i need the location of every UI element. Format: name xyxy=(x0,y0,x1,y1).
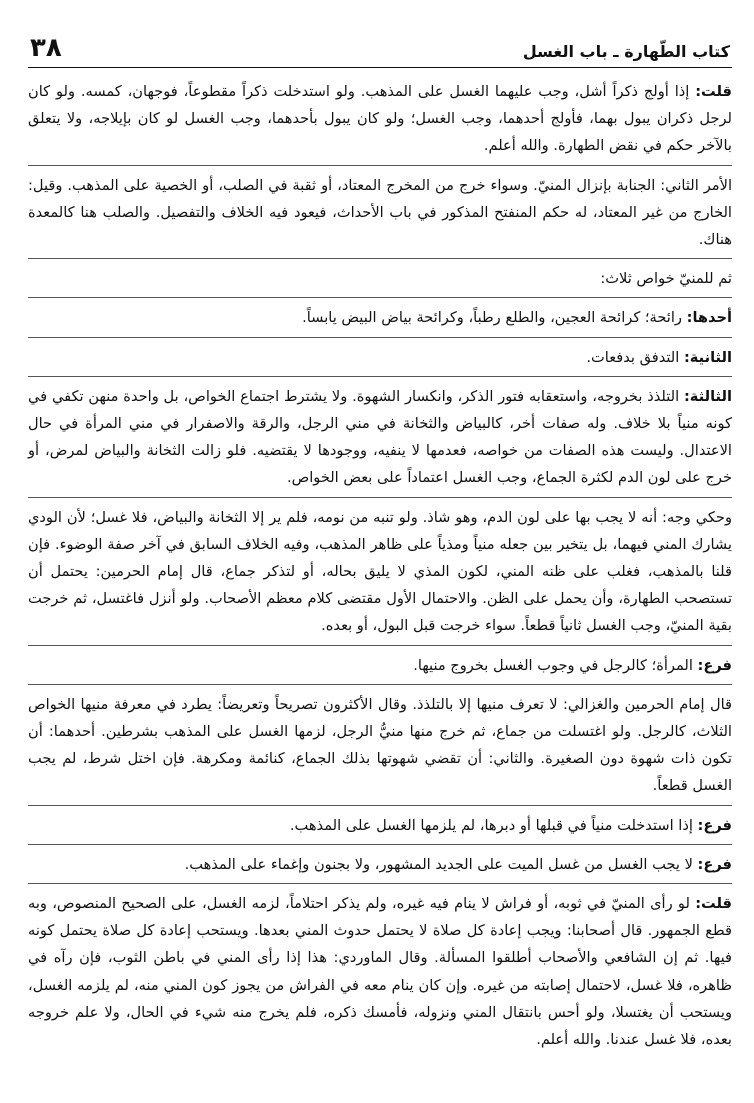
paragraph-lead: أحدها: xyxy=(686,309,732,327)
paragraph xyxy=(28,344,732,377)
paragraph-lead: فرع: xyxy=(697,656,732,674)
paragraph-text: التدفق بدفعات. xyxy=(586,348,684,366)
paragraph-lead: الثالثة: xyxy=(683,387,732,405)
paragraph xyxy=(28,78,732,166)
paragraph-text: ثم للمنيّ خواص ثلاث: xyxy=(600,270,732,288)
paragraph xyxy=(28,812,732,845)
paragraph-lead: قلت: xyxy=(695,83,732,100)
paragraph-text: الأمر الثاني: الجنابة بإنزال المنيّ. وسواء خرج من المخرج المعتاد، أو ثقبة في الصلب، أو الخصية على المذهب. وقيل: الخارج من غير المعتاد، له حكم المنفتح المذكور في باب الأحداث، فيعود فيه الخلاف والتفصيل. والصلب هنا كالمعدة هناك. xyxy=(28,176,732,249)
running-title: كتاب الطّهارة ـ باب الغسل xyxy=(522,42,730,61)
paragraph-lead: فرع: xyxy=(697,855,732,873)
paragraph xyxy=(28,890,732,1058)
paragraph xyxy=(28,504,732,646)
page-header xyxy=(28,26,732,68)
paragraph-lead: قلت: xyxy=(695,895,732,913)
paragraph xyxy=(28,265,732,298)
paragraph xyxy=(28,851,732,884)
paragraph-text: لا يجب الغسل من غسل الميت على الجديد المشهور، ولا بجنون وإغماء على المذهب. xyxy=(184,855,698,873)
paragraph-text: إذا أولج ذكراً أشل، وجب عليهما الغسل على المذهب. ولو استدخلت ذكراً مقطوعاً، فوجهان، كمسه. ولو كان لرجل ذكران يبول بهما، فأولج أحدهما، وجب الغسل؛ ولو كان يبول بأحدهما، وجب الغسل لو كان بإيلاجه، ولا يتعلق بالآخر حكم في نقض الطهارة. والله أعلم. xyxy=(28,83,732,155)
paragraph xyxy=(28,172,732,260)
paragraph xyxy=(28,652,732,685)
paragraph-text: التلذذ بخروجه، واستعقابه فتور الذكر، وانكسار الشهوة. ولا يشترط اجتماع الخواص، بل واحدة منهن تكفي في كونه منياً بلا خلاف. وله صفات أخر، كالبياض والثخانة في مني الرجل، والرقة والاصفرار في مني المرأة في حال الاعتدال. وليست هذه الصفات من خواصه، فعدمها لا ينفيه، ووجودها لا يقتضيه. فلو زالت الثخانة والبياض لمرض، أو خرج على لون الدم لكثرة الجماع، وجب الغسل اعتماداً على بعض الخواص. xyxy=(28,387,732,487)
paragraph-text: إذا استدخلت منياً في قبلها أو دبرها، لم يلزمها الغسل على المذهب. xyxy=(289,816,698,834)
paragraph xyxy=(28,691,732,806)
paragraph xyxy=(28,304,732,337)
book-page xyxy=(28,26,732,1086)
paragraph-lead: الثانية: xyxy=(683,348,732,366)
paragraph-text: رائحة؛ كرائحة العجين، والطلع رطباً، وكرائحة بياض البيض يابساً. xyxy=(302,309,687,327)
page-body xyxy=(28,68,732,1058)
paragraph xyxy=(28,383,732,498)
page-number: ٣٨ xyxy=(30,33,62,63)
paragraph-text: المرأة؛ كالرجل في وجوب الغسل بخروج منيها. xyxy=(413,656,698,674)
paragraph-text: وحكي وجه: أنه لا يجب بها على لون الدم، وهو شاذ. ولو تنبه من نومه، فلم ير إلا الثخانة والبياض، فلا غسل؛ لأن الودي يشارك المني فيهما، بل يتخير بين جعله منياً ومذياً على ظاهر المذهب، وفيه الخلاف السابق في آخر صفة الوضوء. فإن قلنا بالمذهب، فغلب على ظنه المني، لكون المذي لا يليق بحاله، أو لتذكر جماع، قال إمام الحرمين: يحتمل أن تستصحب الطهارة، وأن يحمل على الظن. والاحتمال الأول مقتضى كلام معظم الأصحاب. ولو أنزل فاغتسل، ثم خرجت بقية المنيّ، وجب الغسل ثانياً قطعاً. سواء خرجت قبل البول، أو بعده. xyxy=(28,508,732,635)
paragraph-text: قال إمام الحرمين والغزالي: لا تعرف منيها إلا بالتلذذ. وقال الأكثرون تصريحاً وتعريضاً: يطرد في معرفة منيها الخواص الثلاث، كالرجل. ولو اغتسلت من جماع، ثم خرج منها منيُّ الرجل، لزمها الغسل على المذهب بشرطين. أحدهما: أن تكون ذات شهوة دون الصغيرة. والثاني: أن تقضي شهوتها بذلك الجماع، كنائمة ومكرهة. فإن اختل شرط، لم يجب الغسل قطعاً. xyxy=(28,695,732,795)
paragraph-lead: فرع: xyxy=(697,816,732,834)
paragraph-text: لو رأى المنيّ في ثوبه، أو فراش لا ينام فيه غيره، ولم يذكر احتلاماً، لزمه الغسل، على الصحيح المنصوص، وبه قطع الجمهور. قال أصحابنا: ويجب إعادة كل صلاة لا يحتمل حدوث المني بعدها. ويستحب إعادة كل صلاة يحتمل كونه فيها. ثم إن الشافعي والأصحاب أطلقوا المسألة. وقال الماوردي: هذا إذا رأى المني في باطن الثوب، فإن رآه في ظاهره، فلا غسل، لاحتمال إصابته من غيره. وإن كان ينام معه في الفراش من يجوز كون المني منه، لم يلزمه الغسل، ويستحب أن يغتسلا، ولو أحس بانتقال المني ونزوله، فأمسك ذكره، فلم يخرج منه شيء في الحال، ولا علم خروجه بعده، فلا غسل عندنا. والله أعلم. xyxy=(28,895,732,1049)
